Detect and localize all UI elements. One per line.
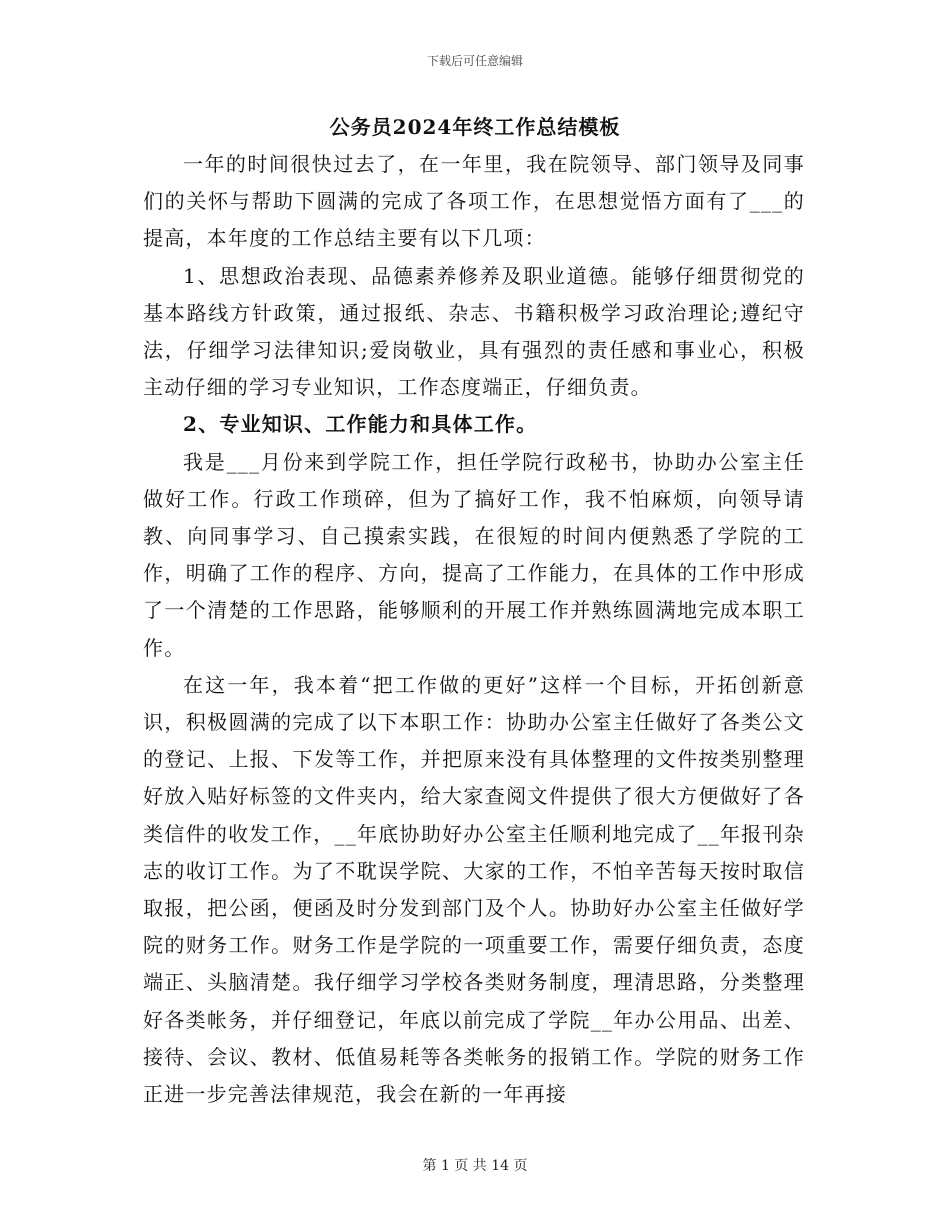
section-heading-2: 2、专业知识、工作能力和具体工作。: [183, 412, 538, 437]
page-footer: 第 1 页 共 14 页: [422, 1158, 528, 1174]
page-header: 下载后可任意编辑: [426, 54, 523, 68]
paragraph-intro: 一年的时间很快过去了，在一年里，我在院领导、部门领导及同事们的关怀与帮助下圆满的完成了各项工作，在思想觉悟方面有了___的提高，本年度的工作总结主要有以下几项：: [143, 152, 805, 251]
document-title: 公务员2024年终工作总结模板: [329, 115, 621, 139]
paragraph-section-1: 1、思想政治表现、品德素养修养及职业道德。能够仔细贯彻党的基本路线方针政策，通过报纸、杂志、书籍积极学习政治理论;遵纪守法，仔细学习法律知识;爱岗敬业，具有强烈的责任感和事业心，积极主动仔细的学习专业知识，工作态度端正，仔细负责。: [143, 263, 805, 400]
paragraph-duties: 在这一年，我本着“把工作做的更好”这样一个目标，开拓创新意识，积极圆满的完成了以下本职工作：协助办公室主任做好了各类公文的登记、上报、下发等工作，并把原来没有具体整理的文件按类别整理好放入贴好标签的文件夹内，给大家查阅文件提供了很大方便做好了各类信件的收发工作，__年底协助好办公室主任顺利地完成了__年报刊杂志的收订工作。为了不耽误学院、大家的工作，不怕辛苦每天按时取信取报，把公函，便函及时分发到部门及个人。协助好办公室主任做好学院的财务工作。财务工作是学院的一项重要工作，需要仔细负责，态度端正、头脑清楚。我仔细学习学校各类财务制度，理清思路，分类整理好各类帐务，并仔细登记，年底以前完成了学院__年办公用品、出差、接待、会议、教材、低值易耗等各类帐务的报销工作。学院的财务工作正进一步完善法律规范，我会在新的一年再接: [143, 672, 805, 1107]
paragraph-work-start: 我是___月份来到学院工作，担任学院行政秘书，协助办公室主任做好工作。行政工作琐碎，但为了搞好工作，我不怕麻烦，向领导请教、向同事学习、自己摸索实践，在很短的时间内便熟悉了学院的工作，明确了工作的程序、方向，提高了工作能力，在具体的工作中形成了一个清楚的工作思路，能够顺利的开展工作并熟练圆满地完成本职工作。: [143, 449, 805, 660]
document-body: [143, 146, 805, 1113]
